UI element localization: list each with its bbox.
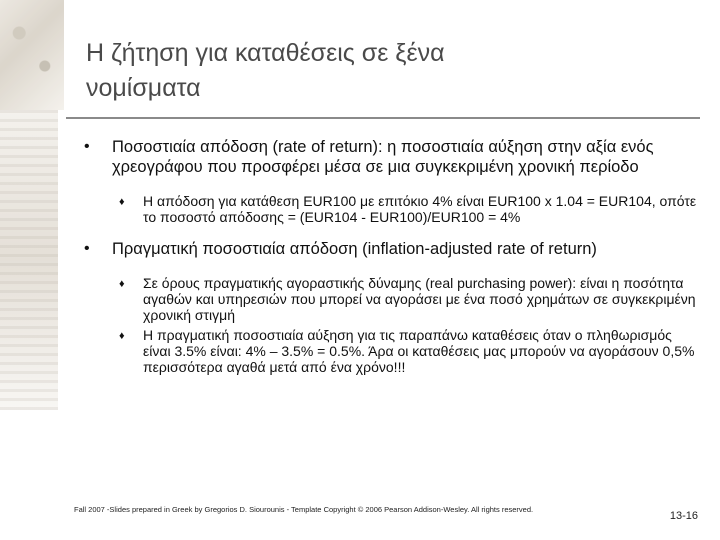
bullet-text: Ποσοστιαία απόδοση (rate of return): η ποσοστιαία αύξηση στην αξία ενός χρεογράφου που προσφέρει μέσα σε μια συγκεκριμένη χρονική περίοδο xyxy=(112,138,654,176)
sub-bullet-item xyxy=(80,275,700,323)
sub-bullet-text: Η πραγματική ποσοστιαία αύξηση για τις παραπάνω καταθέσεις όταν ο πληθωρισμός είναι 3.5% είναι: 4% – 3.5% = 0.5%. Άρα οι καταθέσεις μας μπορούν να αγοράσουν 0,5% περισσότερα αγαθά μετά από ένα χρόνο!!! xyxy=(143,327,695,375)
diamond-icon: ♦ xyxy=(119,278,125,290)
title-line-2: νομίσματα xyxy=(86,74,201,102)
slide-title xyxy=(86,36,646,106)
corner-decoration-image xyxy=(0,0,64,110)
diamond-icon: ♦ xyxy=(119,196,125,208)
page-number: 13-16 xyxy=(669,510,698,522)
sub-bullet-text: Σε όρους πραγματικής αγοραστικής δύναμης (real purchasing power): είναι η ποσότητα αγαθών και υπηρεσιών που μπορεί να αγοράσει με ένα ποσό χρημάτων σε συγκεκριμένη χρονική στιγμή xyxy=(143,275,696,323)
slide-content xyxy=(80,137,700,379)
side-decoration-image xyxy=(0,110,58,410)
title-divider xyxy=(66,117,700,119)
bullet-text: Πραγματική ποσοστιαία απόδοση (inflation-adjusted rate of return) xyxy=(112,240,597,258)
bullet-dot-icon: • xyxy=(84,138,90,155)
sub-bullet-item xyxy=(80,327,700,375)
sub-bullet-item xyxy=(80,193,700,225)
footer-copyright: Fall 2007 -Slides prepared in Greek by Gregorios D. Siourounis - Template Copyright © 2006 Pearson Addison-Wesley. All rights reserved. xyxy=(74,505,534,514)
title-line-1: Η ζήτηση για καταθέσεις σε ξένα xyxy=(86,39,445,67)
sub-bullet-text: Η απόδοση για κατάθεση EUR100 με επιτόκιο 4% είναι EUR100 x 1.04 = EUR104, οπότε το ποσοστό απόδοσης = (EUR104 - EUR100)/EUR100 = 4% xyxy=(143,193,697,225)
diamond-icon: ♦ xyxy=(119,330,125,342)
bullet-dot-icon: • xyxy=(84,240,90,257)
bullet-item xyxy=(80,137,700,177)
bullet-item xyxy=(80,239,700,259)
